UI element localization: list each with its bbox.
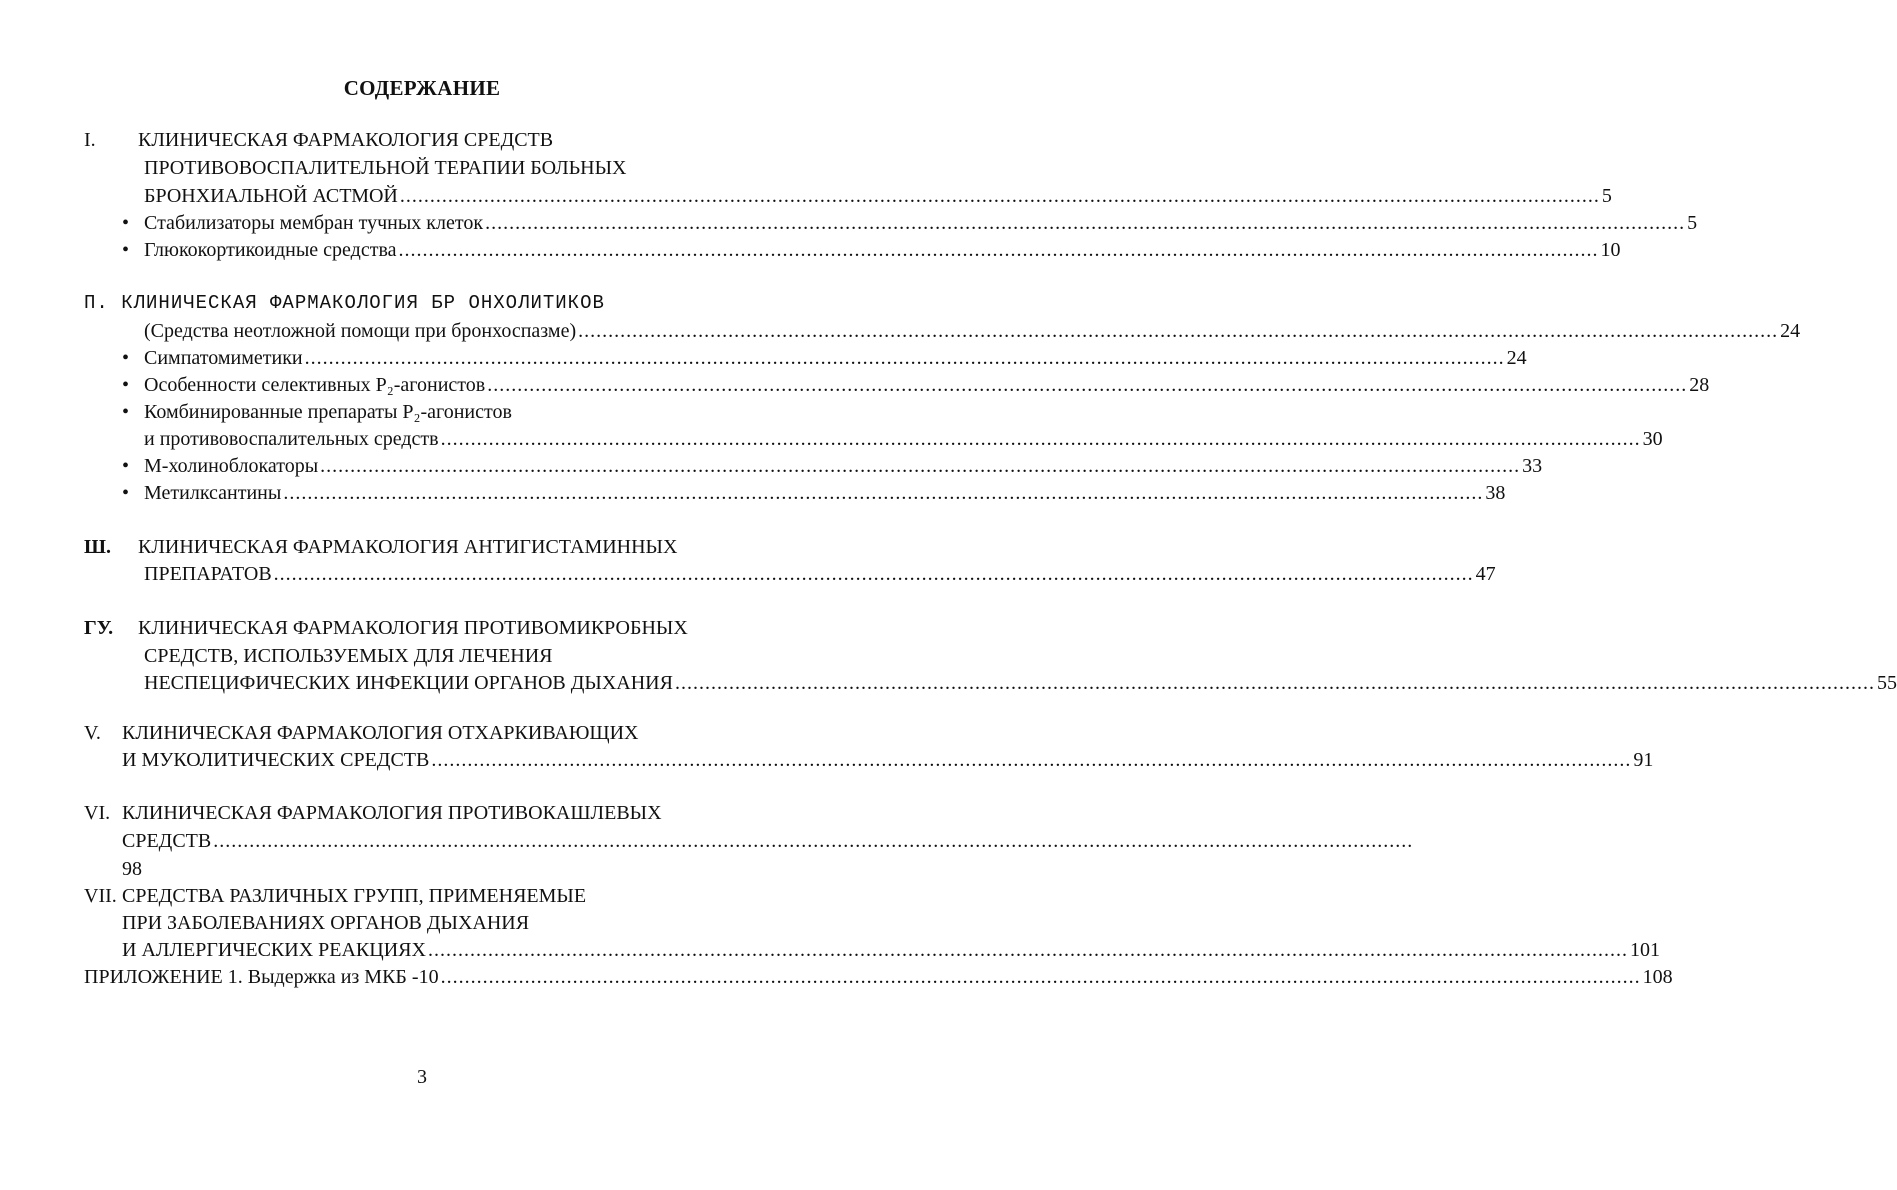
- leader-dots: ........................................................................................................................................................................................................: [398, 239, 1599, 261]
- section-number: I.: [84, 129, 96, 151]
- toc-appendix-entry[interactable]: [84, 964, 1673, 990]
- page-ref: 30: [1642, 428, 1663, 450]
- section-number: Ш.: [84, 536, 111, 558]
- bullet-icon: •: [122, 212, 130, 234]
- bullet-icon: •: [122, 401, 130, 423]
- section-heading: ПРЕПАРАТОВ: [144, 563, 272, 585]
- page-ref: 24: [1780, 320, 1801, 342]
- toc-item[interactable]: [84, 237, 1621, 263]
- leader-dots: ........................................................................................................................................................................................................: [440, 428, 1641, 450]
- section-heading: СРЕДСТВ, ИСПОЛЬЗУЕМЫХ ДЛЯ ЛЕЧЕНИЯ: [144, 645, 553, 667]
- item-label: Комбинированные препараты Р₂-агонистов: [144, 401, 512, 423]
- leader-dots: ........................................................................................................................................................................................................: [273, 563, 1474, 585]
- toc-section-6-page-line: [84, 856, 760, 882]
- section-heading: КЛИНИЧЕСКАЯ ФАРМАКОЛОГИЯ ПРОТИВОМИКРОБНЫХ: [138, 617, 688, 639]
- toc-section-1-entry[interactable]: [84, 183, 1612, 209]
- item-label: М-холиноблокаторы: [144, 455, 319, 477]
- toc-section-4-line-1: [84, 615, 760, 641]
- toc-item[interactable]: [84, 399, 760, 425]
- toc-section-7-line-1: [84, 883, 760, 909]
- bullet-icon: •: [122, 347, 130, 369]
- page-ref: 38: [1485, 482, 1506, 504]
- section-heading: КЛИНИЧЕСКАЯ ФАРМАКОЛОГИЯ ОТХАРКИВАЮЩИХ: [122, 722, 639, 744]
- toc-item[interactable]: [84, 453, 1543, 479]
- section-heading: ПРОТИВОВОСПАЛИТЕЛЬНОЙ ТЕРАПИИ БОЛЬНЫХ: [144, 157, 627, 179]
- page-ref: 10: [1600, 239, 1621, 261]
- page-ref: 5: [1687, 212, 1698, 234]
- toc-section-1-line-2: [84, 155, 820, 181]
- leader-dots: ........................................................................................................................................................................................................: [440, 966, 1641, 988]
- leader-dots: ........................................................................................................................................................................................................: [304, 347, 1505, 369]
- section-heading: КЛИНИЧЕСКАЯ ФАРМАКОЛОГИЯ АНТИГИСТАМИННЫХ: [138, 536, 678, 558]
- bullet-icon: •: [122, 374, 130, 396]
- leader-dots: ........................................................................................................................................................................................................: [213, 830, 1414, 852]
- section-heading: СРЕДСТВ: [122, 830, 212, 852]
- section-heading: ПРИ ЗАБОЛЕВАНИЯХ ОРГАНОВ ДЫХАНИЯ: [122, 912, 530, 934]
- section-heading: П. КЛИНИЧЕСКАЯ ФАРМАКОЛОГИЯ БР ОНХОЛИТИКОВ: [84, 292, 605, 314]
- page-ref: 55: [1876, 672, 1897, 694]
- item-label: Метилксантины: [144, 482, 282, 504]
- section-heading: И МУКОЛИТИЧЕСКИХ СРЕДСТВ: [122, 749, 430, 771]
- appendix-label: ПРИЛОЖЕНИЕ 1. Выдержка из МКБ -10: [84, 966, 439, 988]
- toc-section-3-entry[interactable]: [84, 561, 1496, 587]
- item-label: Особенности селективных Р₂-агонистов: [144, 374, 486, 396]
- leader-dots: ........................................................................................................................................................................................................: [427, 939, 1628, 961]
- section-heading: КЛИНИЧЕСКАЯ ФАРМАКОЛОГИЯ ПРОТИВОКАШЛЕВЫХ: [122, 802, 662, 824]
- page-ref: 28: [1689, 374, 1710, 396]
- page-title: СОДЕРЖАНИЕ: [343, 76, 501, 100]
- page-ref: 101: [1629, 939, 1660, 961]
- section-number: V.: [84, 722, 101, 744]
- leader-dots: ........................................................................................................................................................................................................: [320, 455, 1521, 477]
- page-ref: 108: [1642, 966, 1673, 988]
- toc-section-5-entry[interactable]: [84, 747, 1654, 773]
- toc-section-1-line-1: [84, 127, 760, 153]
- toc-section-7-line-2: [84, 910, 760, 936]
- page-ref: 33: [1522, 455, 1543, 477]
- page-ref: 5: [1601, 185, 1612, 207]
- toc-section-7-entry[interactable]: [84, 937, 1660, 963]
- toc-section-6-entry[interactable]: [84, 828, 1414, 854]
- leader-dots: ........................................................................................................................................................................................................: [431, 749, 1632, 771]
- item-label: Симпатомиметики: [144, 347, 303, 369]
- section-number: VII.: [84, 885, 117, 907]
- section-number: VI.: [84, 802, 111, 824]
- toc-item[interactable]: [84, 345, 1527, 371]
- leader-dots: ........................................................................................................................................................................................................: [399, 185, 1600, 207]
- toc-section-2-entry[interactable]: [84, 318, 1801, 344]
- page-ref: 47: [1475, 563, 1496, 585]
- leader-dots: ........................................................................................................................................................................................................: [487, 374, 1688, 396]
- bullet-icon: •: [122, 455, 130, 477]
- toc-section-4-entry[interactable]: [84, 670, 1897, 696]
- toc-item[interactable]: [84, 210, 1698, 236]
- section-heading: СРЕДСТВА РАЗЛИЧНЫХ ГРУПП, ПРИМЕНЯЕМЫЕ: [122, 885, 587, 907]
- toc-item-continuation[interactable]: [84, 426, 1663, 452]
- section-number: ГУ.: [84, 617, 114, 639]
- leader-dots: ........................................................................................................................................................................................................: [578, 320, 1779, 342]
- section-heading: (Средства неотложной помощи при бронхоспазме): [144, 320, 577, 342]
- bullet-icon: •: [122, 482, 130, 504]
- toc-item[interactable]: [84, 372, 1710, 398]
- page-ref: 24: [1506, 347, 1527, 369]
- toc-item[interactable]: [84, 480, 1506, 506]
- item-label: и противовоспалительных средств: [144, 428, 439, 450]
- leader-dots: ........................................................................................................................................................................................................: [283, 482, 1484, 504]
- page-number: 3: [417, 1066, 427, 1088]
- page-ref: 91: [1633, 749, 1654, 771]
- toc-section-3-line-1: [84, 534, 760, 560]
- leader-dots: ........................................................................................................................................................................................................: [485, 212, 1686, 234]
- item-label: Глюкокортикоидные средства: [144, 239, 397, 261]
- page-ref: 98: [122, 858, 142, 880]
- section-heading: БРОНХИАЛЬНОЙ АСТМОЙ: [144, 185, 398, 207]
- bullet-icon: •: [122, 239, 130, 261]
- section-heading: КЛИНИЧЕСКАЯ ФАРМАКОЛОГИЯ СРЕДСТВ: [138, 129, 554, 151]
- toc-section-5-line-1: [84, 720, 760, 746]
- toc-section-6-line-1: [84, 800, 760, 826]
- item-label: Стабилизаторы мембран тучных клеток: [144, 212, 484, 234]
- toc-section-2-line-1: [84, 290, 760, 316]
- leader-dots: ........................................................................................................................................................................................................: [674, 672, 1875, 694]
- section-heading: И АЛЛЕРГИЧЕСКИХ РЕАКЦИЯХ: [122, 939, 426, 961]
- toc-section-4-line-2: [84, 643, 820, 669]
- section-heading: НЕСПЕЦИФИЧЕСКИХ ИНФЕКЦИИ ОРГАНОВ ДЫХАНИЯ: [144, 672, 673, 694]
